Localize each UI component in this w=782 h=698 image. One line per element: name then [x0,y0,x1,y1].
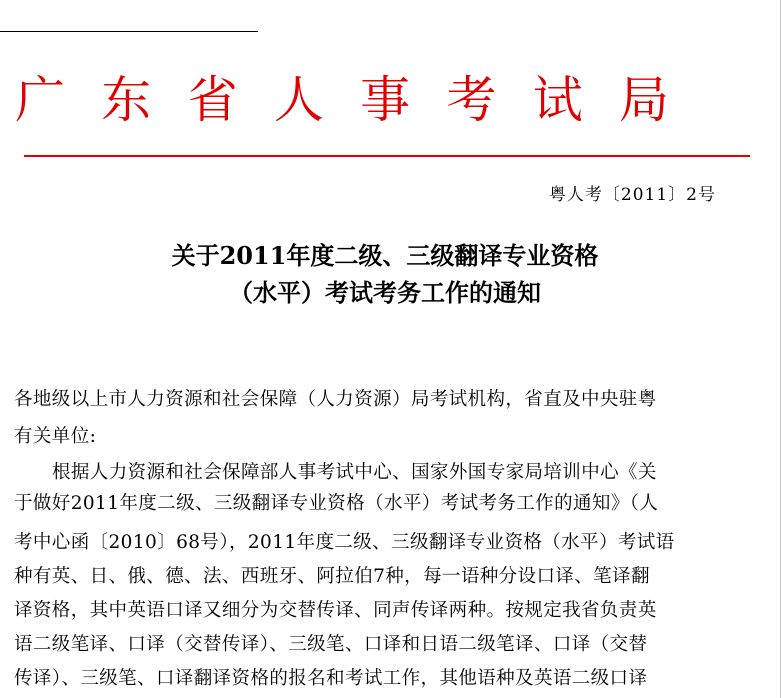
body-line: 语二级笔译、口译（交替传译）、三级笔、口译和日语二级笔译、口译（交替 [14,634,648,655]
header-char: 广 [15,71,65,129]
header-char: 省 [187,71,238,129]
issuing-authority-header [12,66,672,134]
header-char: 人 [273,71,324,129]
body-line: 各地级以上市人力资源和社会保障（人力资源）局考试机构，省直及中央驻粤 [14,389,657,410]
header-char: 东 [101,71,152,129]
document-title-line-2: （水平）考试考务工作的通知 [229,278,541,307]
body-paragraph-start: 根据人力资源和社会保障部人事考试中心、国家外国专家局培训中心《关 [52,462,657,483]
body-line: 考中心函〔2010〕68号），2011年度二级、三级翻译专业资格（水平）考试语 [14,532,675,553]
body-line: 种有英、日、俄、德、法、西班牙、阿拉伯7种，每一语种分设口译、笔译翻 [14,566,650,587]
body-line: 有关单位: [14,426,97,447]
header-char: 局 [618,71,669,129]
red-header-divider [24,155,750,157]
document-number: 粤人考〔2011〕2号 [548,185,716,205]
document-title-line-1: 关于2011年度二级、三级翻译专业资格 [171,241,599,270]
header-char: 试 [532,71,583,129]
body-line: 译资格，其中英语口译又细分为交替传译、同声传译两种。按规定我省负责英 [14,600,657,621]
page-edge-line [780,0,781,698]
body-line: 于做好2011年度二级、三级翻译专业资格（水平）考试考务工作的通知》（人 [14,493,659,514]
header-char: 考 [446,71,497,129]
body-line: 传译）、三级笔、口译翻译资格的报名和考试工作，其他语种及英语二级口译 [14,668,648,689]
top-divider-line [0,31,258,32]
header-char: 事 [360,71,411,129]
